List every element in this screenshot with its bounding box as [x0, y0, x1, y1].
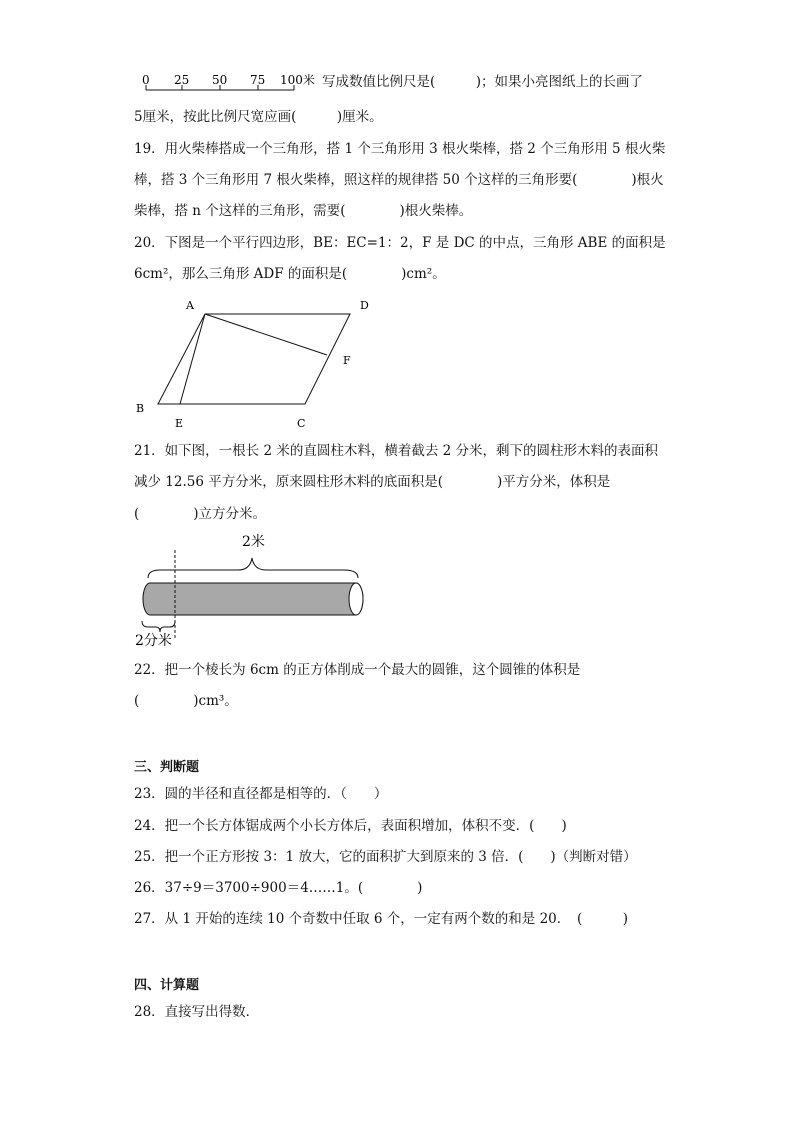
label-f: F	[343, 354, 351, 367]
q19-line2: 棒，搭 3 个三角形用 7 根火柴棒，照这样的规律搭 50 个这样的三角形要( )根火	[134, 172, 664, 188]
q20-line1: 20．下图是一个平行四边形，BE：EC=1：2，F 是 DC 的中点，三角形 ABE 的面积是	[134, 235, 666, 251]
label-2-decimeters: 2分米	[135, 633, 172, 649]
label-b: B	[136, 402, 145, 415]
q23: 23．圆的半径和直径都是相等的．（ ）	[134, 786, 388, 802]
q20-line2: 6cm²，那么三角形 ADF 的面积是( )cm²。	[134, 266, 446, 282]
section-3-title: 三、判断题	[134, 760, 200, 775]
section-4-title: 四、计算题	[134, 978, 200, 993]
label-e: E	[175, 417, 184, 430]
q21-line3: ( )立方分米。	[134, 506, 267, 522]
q19-line1: 19．用火柴棒搭成一个三角形，搭 1 个三角形用 3 根火柴棒，搭 2 个三角形用 5 根火柴	[134, 141, 666, 157]
q22-line1: 22．把一个棱长为 6cm 的正方体削成一个最大的圆锥，这个圆锥的体积是	[134, 662, 581, 678]
cylinder-figure	[130, 528, 380, 650]
q19-line3: 柴棒，搭 n 个这样的三角形，需要( )根火柴棒。	[134, 203, 473, 219]
q18-line1: 写成数值比例尺是( )；如果小亮图纸上的长画了	[322, 74, 644, 90]
q28: 28．直接写出得数．	[134, 1004, 260, 1020]
parallelogram-figure	[130, 292, 390, 434]
label-2-meters: 2米	[242, 534, 265, 550]
label-a: A	[186, 299, 194, 312]
scale-tick-0: 0	[142, 73, 150, 87]
q21-line2: 减少 12.56 平方分米，原来圆柱形木料的底面积是( )平方分米，体积是	[134, 474, 611, 490]
label-c: C	[297, 417, 306, 430]
q25: 25．把一个正方形按 3：1 放大，它的面积扩大到原来的 3 倍．( )（判断对错）	[134, 849, 637, 865]
scale-tick-100: 100米	[280, 73, 315, 87]
q24: 24．把一个长方体锯成两个小长方体后，表面积增加，体积不变．( )	[134, 818, 567, 834]
q18-line2: 5厘米，按此比例尺宽应画( )厘米。	[134, 109, 383, 125]
q21-line1: 21．如下图，一根长 2 米的直圆柱木料，横着截去 2 分米，剩下的圆柱形木料的表面积	[134, 443, 659, 459]
scale-bar	[134, 70, 324, 98]
q22-line2: ( )cm³。	[134, 693, 238, 709]
q27: 27．从 1 开始的连续 10 个奇数中任取 6 个，一定有两个数的和是 20． ( )	[134, 911, 629, 927]
q26: 26．37÷9＝3700÷900＝4……1。( )	[134, 880, 423, 896]
scale-tick-25: 25	[174, 73, 190, 87]
label-d: D	[360, 299, 369, 312]
scale-tick-75: 75	[250, 73, 266, 87]
scale-tick-50: 50	[212, 73, 228, 87]
